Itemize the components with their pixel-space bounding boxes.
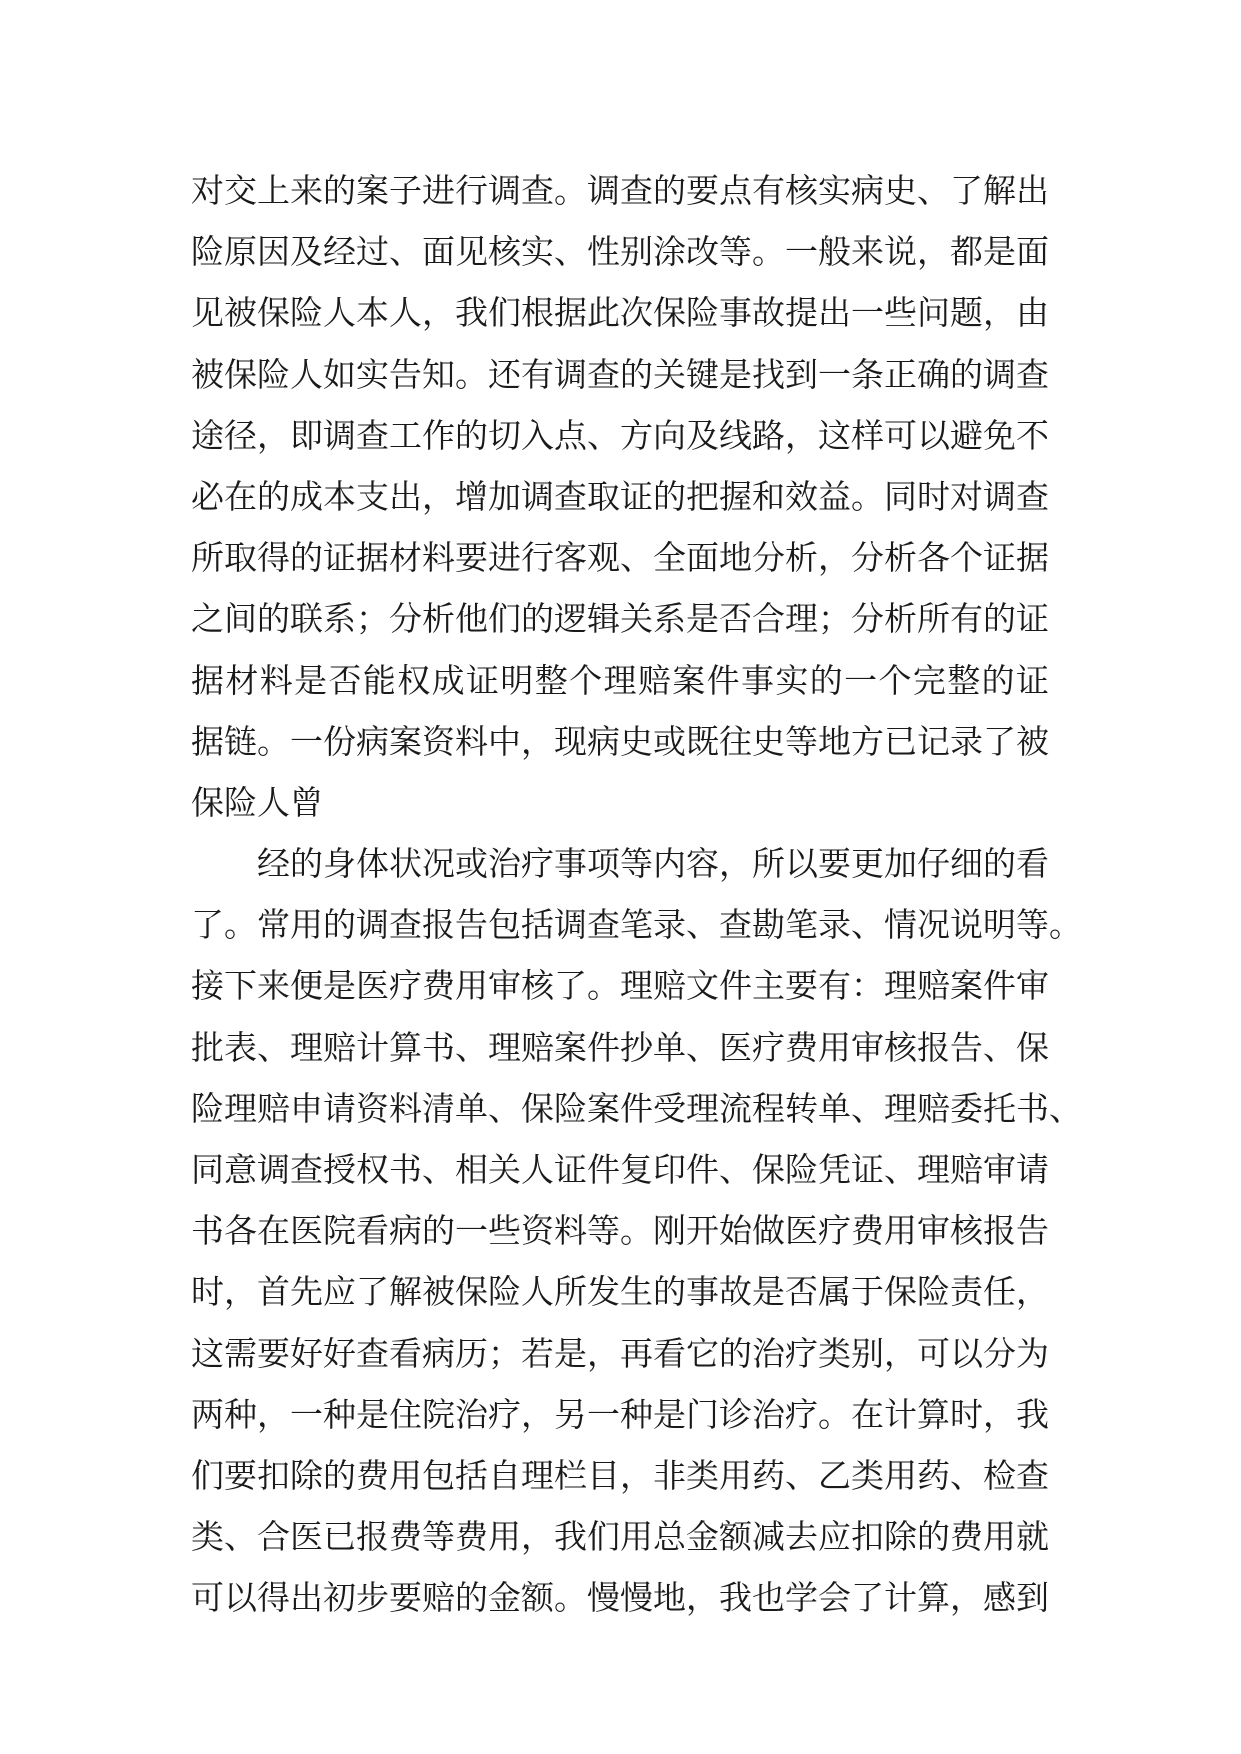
- text-line: 们要扣除的费用包括自理栏目，非类用药、乙类用药、检查: [191, 1455, 1049, 1495]
- text-line: 对交上来的案子进行调查。调查的要点有核实病史、了解出: [191, 171, 1049, 210]
- text-line: 据链。一份病案资料中，现病史或既往史等地方已记录了被: [191, 721, 1049, 761]
- text-line: 书各在医院看病的一些资料等。刚开始做医疗费用审核报告: [191, 1211, 1049, 1251]
- text-line: 所取得的证据材料要进行客观、全面地分析，分析各个证据: [191, 538, 1049, 578]
- text-line: 见被保险人本人，我们根据此次保险事故提出一些问题，由: [191, 293, 1049, 333]
- text-line: 时，首先应了解被保险人所发生的事故是否属于保险责任，: [191, 1272, 1049, 1312]
- paragraph-start-line: 经的身体状况或治疗事项等内容，所以要更加仔细的看: [257, 844, 1049, 884]
- text-line: 类、合医已报费等费用，我们用总金额减去应扣除的费用就: [191, 1517, 1049, 1557]
- text-line: 被保险人如实告知。还有调查的关键是找到一条正确的调查: [191, 354, 1049, 394]
- text-line: 批表、理赔计算书、理赔案件抄单、医疗费用审核报告、保: [191, 1027, 1049, 1067]
- text-line: 同意调查授权书、相关人证件复印件、保险凭证、理赔审请: [191, 1150, 1049, 1189]
- body-text: [191, 160, 1082, 1629]
- text-line: 可以得出初步要赔的金额。慢慢地，我也学会了计算，感到: [191, 1578, 1049, 1618]
- text-line: 途径，即调查工作的切入点、方向及线路，这样可以避免不: [191, 415, 1049, 455]
- text-line: 接下来便是医疗费用审核了。理赔文件主要有：理赔案件审: [191, 966, 1049, 1006]
- text-line: 险理赔申请资料清单、保险案件受理流程转单、理赔委托书、: [191, 1088, 1082, 1128]
- paragraph-end-line: 保险人曾: [191, 782, 323, 822]
- text-line: 险原因及经过、面见核实、性别涂改等。一般来说，都是面: [191, 232, 1049, 272]
- text-line: 之间的联系；分析他们的逻辑关系是否合理；分析所有的证: [191, 599, 1049, 639]
- text-line: 必在的成本支出，增加调查取证的把握和效益。同时对调查: [191, 476, 1049, 516]
- text-line: 两种，一种是住院治疗，另一种是门诊治疗。在计算时，我: [191, 1394, 1049, 1434]
- text-line: 据材料是否能权成证明整个理赔案件事实的一个完整的证: [191, 660, 1049, 700]
- text-line: 了。常用的调查报告包括调查笔录、查勘笔录、情况说明等。: [191, 905, 1082, 945]
- text-line: 这需要好好查看病历；若是，再看它的治疗类别，可以分为: [191, 1333, 1049, 1373]
